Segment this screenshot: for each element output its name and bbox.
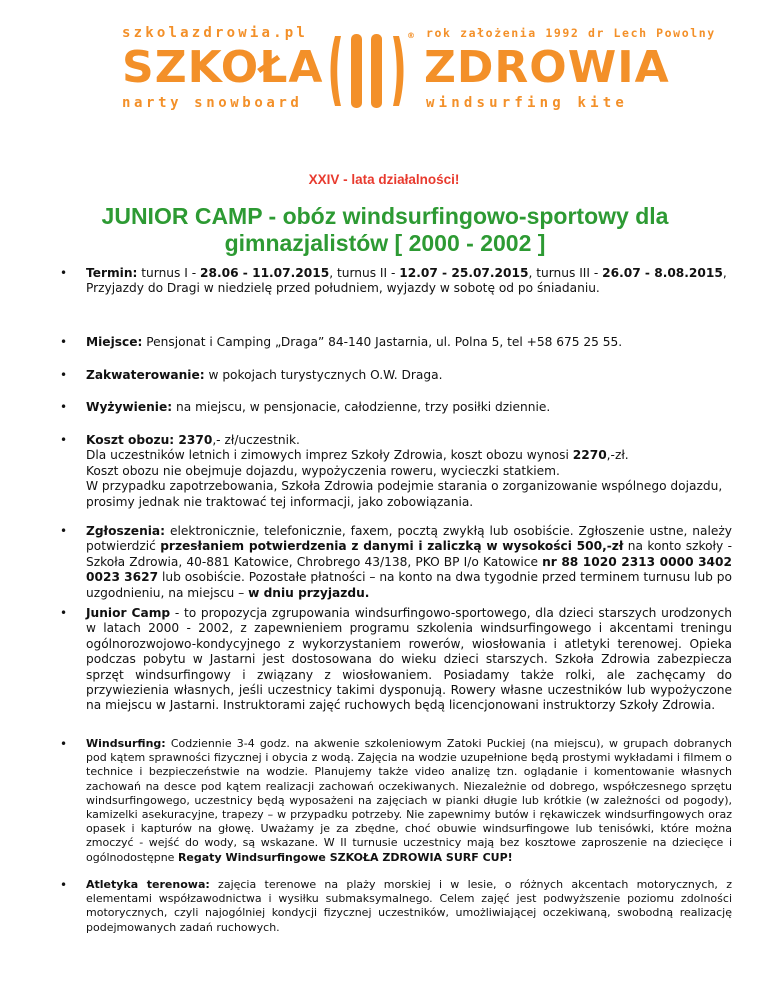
bullet: • xyxy=(60,433,68,447)
zgloszenia-text: Zgłoszenia: elektronicznie, telefonicznie, faxem, pocztą zwykłą lub osobiście. Zgłoszenie ustne, należy potwierdzić przesłaniem potwierdzenia z danymi i zaliczką w wysokości 500,-zł na konto szkoły - Szkoła Zdrowia, 40-881 Katowice, Chrobrego 43/138, PKO BP I/o Katowice nr 88 1020 2313 0000 3402 0023 3627 lub osobiście. Pozostałe płatności – na konto na dwa tygodnie przed terminem turnusu lub po uzgodnieniu, na miejscu – w dniu przyjazdu. xyxy=(86,524,732,600)
koszt-exclusions: Koszt obozu nie obejmuje dojazdu, wypożyczenia roweru, wycieczki statkiem. xyxy=(86,463,560,478)
miejsce-text: Pensjonat i Camping „Draga” 84-140 Jastarnia, ul. Polna 5, tel +58 675 25 55. xyxy=(142,335,623,349)
bullet: • xyxy=(60,606,68,620)
termin-arrival-info: Przyjazdy do Dragi w niedzielę przed południem, wyjazdy w sobotę od po śniadaniu. xyxy=(86,281,600,296)
bullet: • xyxy=(60,335,68,349)
logo-subtitle-left: narty snowboard xyxy=(122,95,303,111)
bullet: • xyxy=(60,368,68,382)
zakwaterowanie-label: Zakwaterowanie: xyxy=(86,368,205,382)
logo-word-zdrowia: ZDROWIA xyxy=(424,42,670,93)
logo-url-text: szkolazdrowia.pl xyxy=(122,25,309,41)
list-item-zakwaterowanie xyxy=(60,368,732,383)
list-item-miejsce xyxy=(60,335,732,350)
bullet: • xyxy=(60,266,68,280)
list-item-zgloszenia xyxy=(60,524,732,601)
atletyka-text: Atletyka terenowa: zajęcia terenowe na plaży morskiej i w lesie, o różnych akcentach motorycznych, z elementami współzawodnictwa i wysiłku submaksymalnego. Celem zajęć jest podwyższenie poziomu zdolności motorycznych, czyli najogólniej kondycji fizycznej uczestników, umożliwiającej oczekiwaną, swobodną realizację podejmowanych zadań ruchowych. xyxy=(86,878,732,934)
bullet: • xyxy=(60,524,68,538)
logo-word-szkola: SZKOŁA xyxy=(122,42,324,93)
miejsce-label: Miejsce: xyxy=(86,335,143,349)
koszt-price: Koszt obozu: 2370,- zł/uczestnik. xyxy=(86,433,300,447)
zakwaterowanie-text: w pokojach turystycznych O.W. Draga. xyxy=(204,368,443,382)
logo-emblem-icon xyxy=(327,28,407,112)
koszt-discount: Dla uczestników letnich i zimowych imprez Szkoły Zdrowia, koszt obozu wynosi 2270,-zł. xyxy=(86,448,629,463)
bullet: • xyxy=(60,400,68,414)
windsurfing-text: Windsurfing: Codziennie 3-4 godz. na akwenie szkoleniowym Zatoki Puckiej (na miejscu), w grupach dobranych pod kątem sprawności fizycznej i obycia z wodą. Zajęcia na wodzie uzupełnione będą prostymi wykładami i filmem o technice i bezpieczeństwie na wodzie. Planujemy także video analizę tzn. oglądanie i komentowanie własnych zachowań na desce pod kątem realizacji zachowań oczekiwanych. Niezależnie od dobrego, współczesnego sprzętu windsurfingowego, uczestnicy będą wyposażeni na zajęciach w pianki długie lub krótkie (w zależności od pogody), kamizelki asekuracyjne, trapezy – w przypadku potrzeby. Nie zapewnimy butów i rękawiczek windsurfingowych oraz opasek i kapturów na głowę. Uważamy je za zbędne, choć obuwie windsurfingowe lub tenisówki, które można zmoczyć - wejść do wody, są wskazane. W II turnusie uczestnicy mają bez kosztowe zaproszenie na dziecięce i ogólnodostępne Regaty Windsurfingowe SZKOŁA ZDROWIA SURF CUP! xyxy=(86,737,732,864)
wyzywienie-text: na miejscu, w pensjonacie, całodzienne, trzy posiłki dziennie. xyxy=(172,400,551,414)
list-item-atletyka xyxy=(60,878,732,935)
junior-camp-text: Junior Camp - to propozycja zgrupowania windsurfingowo-sportowego, dla dzieci starszych urodzonych w latach 2000 - 2002, z zapewnieniem programu szkolenia windsurfingowego i akcentami treningu ogólnorozwojowo-kondycyjnego z wykorzystaniem rowerów, wiosłowania i atletyki terenowej. Opieka podczas pobytu w Jastarni jest dostosowana do wieku dzieci starszych. Szkoła Zdrowia zabezpiecza sprzęt windsurfingowy i związany z wiosłowaniem. Posiadamy także rolki, ale zachęcamy do przywiezienia własnych, jeśli uczestnicy takimi dysponują. Rowery własne uczestników lub wypożyczone na miejscu w Jastarni. Instruktorami zajęć ruchowych będą licencjonowani instruktorzy Szkoły Zdrowia. xyxy=(86,606,732,713)
bullet: • xyxy=(60,737,68,751)
logo-founded-text: rok założenia 1992 dr Lech Powolny xyxy=(426,26,716,40)
list-item-wyzywienie xyxy=(60,400,732,415)
page-title: JUNIOR CAMP - obóz windsurfingowo-sportowy dla gimnazjalistów [ 2000 - 2002 ] xyxy=(101,203,669,256)
koszt-transport-note: W przypadku zapotrzebowania, Szkoła Zdrowia podejmie starania o zorganizowanie wspólnego dojazdu, prosimy jednak nie traktować tej informacji, jako zobowiązania. xyxy=(86,479,723,509)
school-logo xyxy=(122,22,716,118)
list-item-termin xyxy=(60,266,732,297)
years-of-activity: XXIV - lata działalności! xyxy=(308,172,460,187)
list-item-junior-camp xyxy=(60,606,732,714)
logo-subtitle-right: windsurfing kite xyxy=(426,95,629,111)
list-item-koszt xyxy=(60,433,732,510)
wyzywienie-label: Wyżywienie: xyxy=(86,400,173,414)
termin-dates: Termin: turnus I - 28.06 - 11.07.2015, turnus II - 12.07 - 25.07.2015, turnus III - 26.07 - 8.08.2015, xyxy=(86,266,727,280)
list-item-windsurfing xyxy=(60,737,732,865)
registered-mark: ® xyxy=(407,31,415,40)
bullet: • xyxy=(60,878,68,892)
